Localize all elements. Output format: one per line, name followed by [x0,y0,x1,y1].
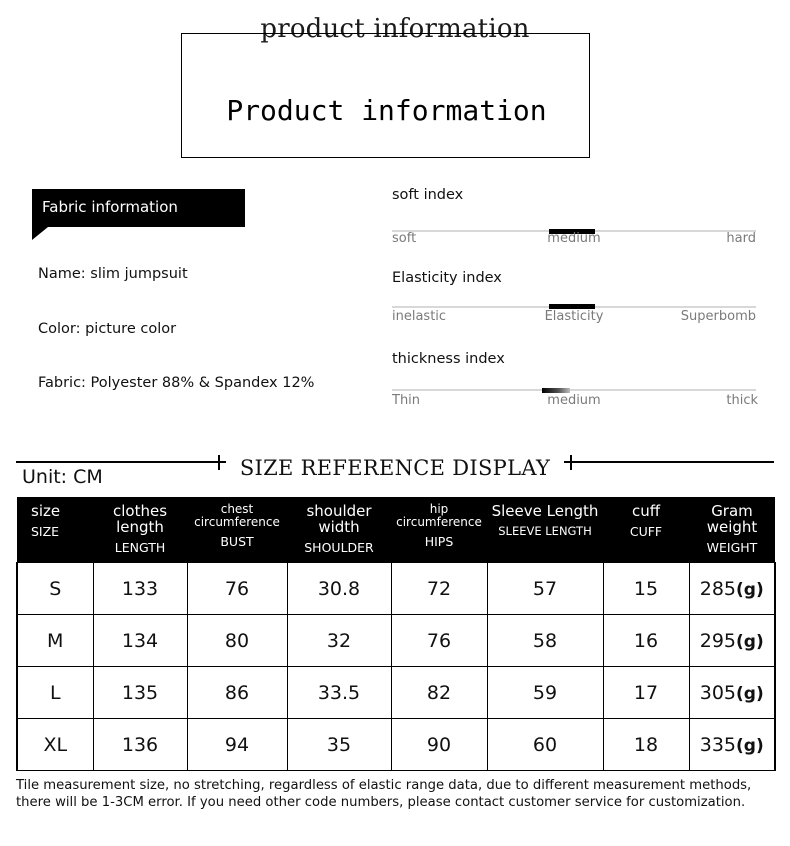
cell-bust: 94 [187,719,287,771]
table-row [17,667,775,719]
size-reference-title: SIZE REFERENCE DISPLAY [239,456,551,480]
cell-cuff: 15 [603,563,689,615]
size-reference-table [16,497,776,771]
cell-sleeve: 60 [487,719,603,771]
cell-size: S [17,563,93,615]
soft-index-label-mid: medium [547,231,601,246]
cell-length: 136 [93,719,187,771]
table-header-length: clothes length LENGTH [112,502,168,555]
thickness-index-title: thickness index [392,351,505,367]
fabric-information-tag [32,189,245,227]
cell-weight: 295(g) [689,615,775,667]
cell-sleeve: 57 [487,563,603,615]
elasticity-index-label-right: Superbomb [680,309,756,324]
cell-cuff: 17 [603,667,689,719]
elasticity-index-labels [392,309,756,325]
cell-shoulder: 30.8 [287,563,391,615]
cell-size: XL [17,719,93,771]
cell-hips: 82 [391,667,487,719]
table-row [17,615,775,667]
table-header-shoulder: shoulder width SHOULDER [304,502,374,555]
title-box [181,33,590,158]
soft-index-label-right: hard [726,231,756,246]
cell-hips: 76 [391,615,487,667]
soft-index-label-left: soft [392,231,417,246]
elasticity-index-title: Elasticity index [392,270,502,286]
unit-label: Unit: CM [22,466,103,488]
elasticity-index-label-left: inelastic [392,309,447,324]
table-header-size: size SIZE [31,502,61,539]
fabric-composition: Fabric: Polyester 88% & Spandex 12% [38,375,315,391]
elasticity-index-label-mid: Elasticity [544,309,604,324]
measurement-footnote: Tile measurement size, no stretching, regardless of elastic range data, due to different measurement methods, there will be 1-3CM error. If you need other code numbers, please contact customer service for customization. [16,778,752,810]
thickness-index-label-left: Thin [392,393,421,408]
cell-bust: 86 [187,667,287,719]
cell-hips: 72 [391,563,487,615]
cell-shoulder: 35 [287,719,391,771]
cell-bust: 80 [187,615,287,667]
cell-cuff: 16 [603,615,689,667]
thickness-index-label-right: thick [726,393,758,408]
fabric-tag-notch [32,227,48,240]
cell-length: 134 [93,615,187,667]
cell-bust: 76 [187,563,287,615]
table-header-bust: chest circumference BUST [194,502,280,549]
cell-sleeve: 58 [487,615,603,667]
cell-shoulder: 33.5 [287,667,391,719]
cell-shoulder: 32 [287,615,391,667]
heading-rule-right-cap [570,455,572,470]
cell-size: M [17,615,93,667]
cell-length: 133 [93,563,187,615]
fabric-color: Color: picture color [38,321,177,337]
cell-sleeve: 59 [487,667,603,719]
heading-rule-right [564,461,774,463]
table-row [17,563,775,615]
fabric-name: Name: slim jumpsuit [38,266,188,282]
cell-weight: 285(g) [689,563,775,615]
cell-weight: 305(g) [689,667,775,719]
thickness-index-labels [392,393,756,409]
thickness-index-label-mid: medium [547,393,601,408]
fabric-information-label: Fabric information [42,198,178,216]
page-title: Product information [226,94,547,127]
soft-index-labels [392,231,756,247]
thickness-index-track [392,389,756,391]
thickness-index-marker [542,388,570,393]
table-header-weight: Gram weight WEIGHT [706,502,758,555]
table-header-hips: hip circumference HIPS [396,502,482,549]
table-header-row [17,497,775,563]
cell-hips: 90 [391,719,487,771]
cell-weight: 335(g) [689,719,775,771]
cell-length: 135 [93,667,187,719]
cell-size: L [17,667,93,719]
page-overline-title: product information [260,14,530,44]
cell-cuff: 18 [603,719,689,771]
table-row [17,719,775,771]
soft-index-title: soft index [392,187,464,203]
table-header-cuff: cuff CUFF [629,502,663,539]
table-header-sleeve-length: Sleeve Length SLEEVE LENGTH [491,502,599,538]
